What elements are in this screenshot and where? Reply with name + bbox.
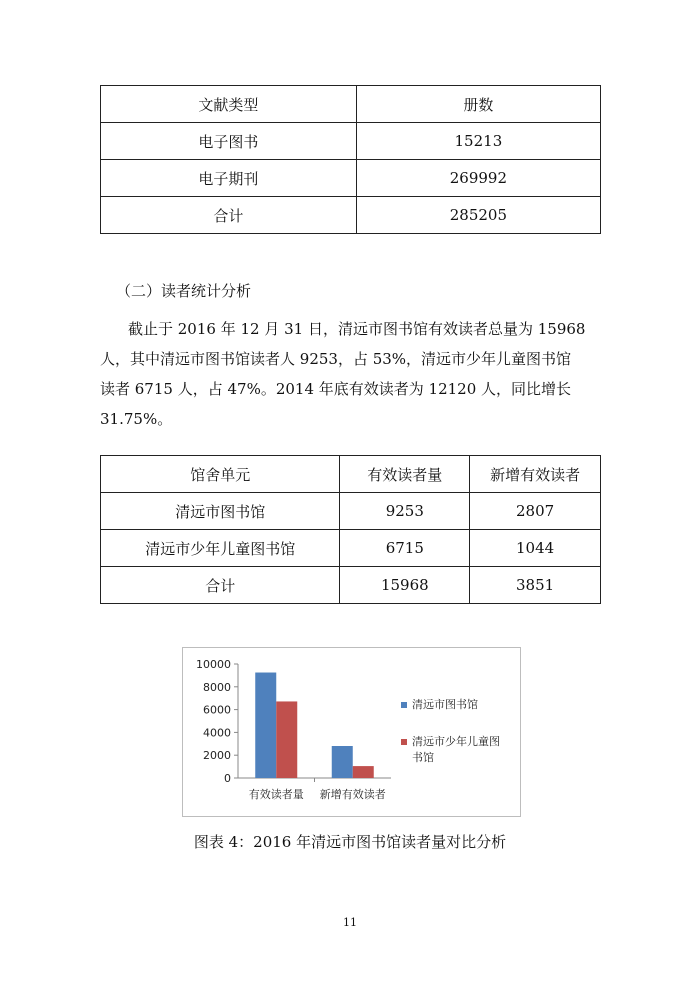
table-cell: 15968 [340,567,470,604]
bar [332,746,353,778]
table-row [101,197,601,234]
chart-caption: 图表 4：2016 年清远市图书馆读者量对比分析 [193,833,507,851]
table-row [101,160,601,197]
y-tick-label: 8000 [203,680,231,694]
table-header-row [101,456,601,493]
table-cell: 电子期刊 [101,160,357,197]
table-cell: 电子图书 [101,123,357,160]
legend-label: 清远市少年儿童图 [412,735,500,748]
table-cell: 285205 [356,197,600,234]
literature-type-table [100,85,601,234]
paragraph-line: 读者 6715 人，占 47%。2014 年底有效读者为 12120 人，同比增长 [100,380,572,398]
table-header-cell: 馆舍单元 [101,456,340,493]
x-tick-label: 有效读者量 [248,788,304,801]
table-cell: 合计 [101,197,357,234]
x-tick-label: 新增有效读者 [319,788,386,801]
table-cell: 1044 [470,530,601,567]
bar [353,766,374,778]
legend-swatch [401,702,407,708]
page-number: 11 [343,916,357,929]
table-header-cell: 新增有效读者 [470,456,601,493]
chart-svg [183,648,520,816]
table-cell: 15213 [356,123,600,160]
table-cell: 9253 [340,493,470,530]
legend-label: 书馆 [412,751,434,764]
y-tick-label: 0 [224,772,231,785]
table-row [101,493,601,530]
y-tick-label: 10000 [196,658,231,671]
body-paragraph [100,314,605,434]
paragraph-line: 截止于 2016 年 12 月 31 日，清远市图书馆有效读者总量为 15968 [128,320,586,338]
table-row [101,567,601,604]
table-cell: 清远市少年儿童图书馆 [101,530,340,567]
y-tick-label: 2000 [203,749,231,763]
table-cell: 2807 [470,493,601,530]
table-header-cell: 册数 [356,86,600,123]
table-header-cell: 有效读者量 [340,456,470,493]
bar [276,701,297,778]
legend-swatch [401,739,407,745]
bar [255,673,276,778]
table-header-cell: 文献类型 [101,86,357,123]
table-cell: 6715 [340,530,470,567]
table-cell: 合计 [101,567,340,604]
table-cell: 3851 [470,567,601,604]
table-row [101,530,601,567]
table-cell: 269992 [356,160,600,197]
table-row [101,123,601,160]
paragraph-line: 31.75%。 [100,410,173,428]
reader-statistics-table [100,455,601,604]
section-heading: （二）读者统计分析 [116,282,252,300]
y-tick-label: 6000 [203,703,231,717]
legend-label: 清远市图书馆 [412,698,478,711]
table-header-row [101,86,601,123]
y-tick-label: 4000 [203,726,231,740]
reader-comparison-chart [182,647,521,817]
table-cell: 清远市图书馆 [101,493,340,530]
paragraph-line: 人，其中清远市图书馆读者人 9253，占 53%，清远市少年儿童图书馆 [100,350,572,368]
